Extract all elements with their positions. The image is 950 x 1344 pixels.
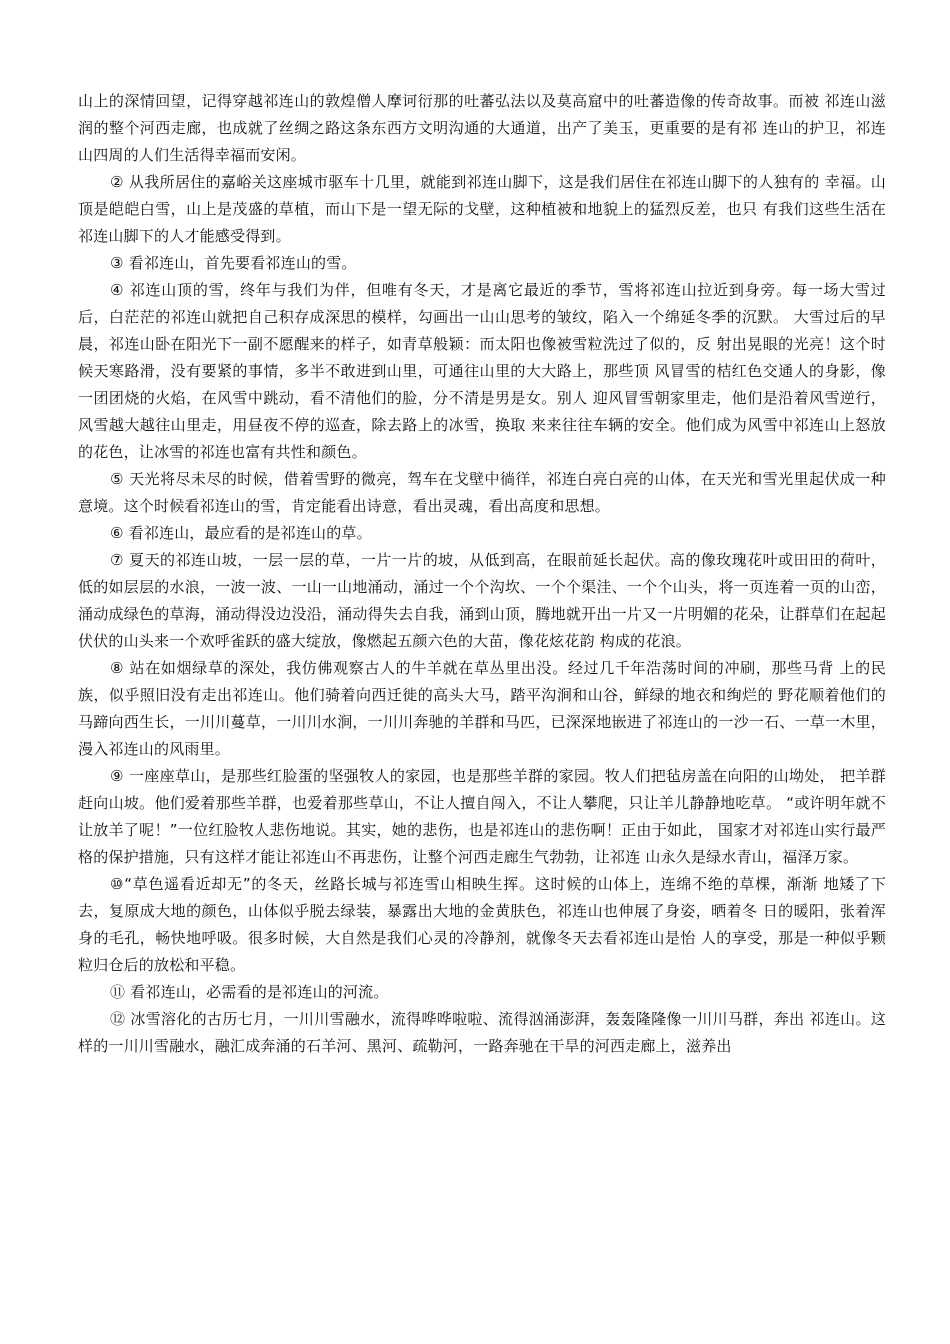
paragraph-5: ⑤ 天光将尽未尽的时候，借着雪野的微亮，驾车在戈壁中徜徉，祁连白亮白亮的山体，在天光和雪光里起伏成一种意境。这个时候看祁连山的雪，肯定能看出诗意，看出灵魂，看出高度和思想。 <box>78 470 886 515</box>
paragraph-2: ② 从我所居住的嘉峪关这座城市驱车十几里，就能到祁连山脚下，这是我们居住在祁连山脚下的人独有的 幸福。山顶是皑皑白雪，山上是茂盛的草植，而山下是一望无际的戈壁，这种植被和地貌上的猛烈反差，也只 有我们这些生活在祁连山脚下的人才能感受得到。 <box>78 173 886 245</box>
paragraph-4: ④ 祁连山顶的雪，终年与我们为伴，但唯有冬天，才是离它最近的季节，雪将祁连山拉近到身旁。每一场大雪过后，白茫茫的祁连山就把自己积存成深思的模样，勾画出一山山思考的皱纹，陷入一个绵延冬季的沉默。 大雪过后的早晨，祁连山卧在阳光下一副不愿醒来的样子，如青草般颖：而太阳也像被雪粒洗过了似的，反 射出晃眼的光亮！这个时候天寒路滑，没有要紧的事情，多半不敢进到山里，可通往山里的大大路上，那些顶 风冒雪的桔红色交通人的身影，像一团团烧的火焰，在风雪中跳动，看不清他们的脸，分不清是男是女。别人 迎风冒雪朝家里走，他们是沿着风雪逆行，风雪越大越往山里走，用昼夜不停的巡查，除去路上的冰雪，换取 来来往往车辆的安全。他们成为风雪中祁连山上怒放的花色，让冰雪的祁连也富有共性和颜色。 <box>78 281 886 461</box>
paragraph-3: ③ 看祁连山，首先要看祁连山的雪。 <box>110 254 357 272</box>
paragraph-8: ⑧ 站在如烟绿草的深处，我仿佛观察古人的牛羊就在草丛里出没。经过几千年浩荡时间的冲刷，那些马背 上的民族，似乎照旧没有走出祁连山。他们骑着向西迁徙的高头大马，踏平沟涧和山谷，鲜绿的地衣和绚烂的 野花顺着他们的马蹄向西生长，一川川蔓草，一川川水涧，一川川奔驰的羊群和马匹，已深深地嵌进了祁连山的一沙一石、一草一木里，漫入祁连山的风雨里。 <box>78 659 886 758</box>
paragraph-6: ⑥ 看祁连山，最应看的是祁连山的草。 <box>110 524 372 542</box>
paragraph-continuation: 山上的深情回望，记得穿越祁连山的敦煌僧人摩诃衍那的吐蕃弘法以及莫高窟中的吐蕃造像的传奇故事。而被 祁连山滋润的整个河西走廊，也成就了丝绸之路这条东西方文明沟通的大通道，出产了美玉，更重要的是有祁 连山的护卫，祁连山四周的人们生活得幸福而安闲。 <box>78 92 886 164</box>
document-page <box>78 88 886 1060</box>
paragraph-12: ⑫ 冰雪溶化的古历七月，一川川雪融水，流得哗哗啦啦、流得汹涌澎湃，轰轰隆隆像一川川马群，奔出 祁连山。这样的一川川雪融水，融汇成奔涌的石羊河、黑河、疏勒河，一路奔驰在干旱的河西走廊上，滋养出 <box>78 1010 886 1055</box>
paragraph-7: ⑦ 夏天的祁连山坡，一层一层的草，一片一片的坡，从低到高，在眼前延长起伏。高的像玫瑰花叶或田田的荷叶，低的如层层的水浪，一波一波、一山一山地涌动，涌过一个个沟坎、一个个渠洼、一个个山头，将一页连着一页的山峦，涌动成绿色的草海，涌动得没边没沿，涌动得失去自我，涌到山顶，腾地就开出一片又一片明媚的花朵，让群草们在起起伏伏的山头来一个欢呼雀跃的盛大绽放，像燃起五颜六色的大苗，像花炫花韵 构成的花浪。 <box>78 551 886 650</box>
paragraph-9: ⑨ 一座座草山，是那些红脸蛋的坚强牧人的家园，也是那些羊群的家园。牧人们把毡房盖在向阳的山坳处， 把羊群赶向山坡。他们爱着那些羊群，也爱着那些草山，不让人擅自闯入，不让人攀爬，只让羊儿静静地吃草。 “或许明年就不让放羊了呢！”一位红脸牧人悲伤地说。其实，她的悲伤，也是祁连山的悲伤啊！正由于如此， 国家才对祁连山实行最严格的保护措施，只有这样才能让祁连山不再悲伤，让整个河西走廊生气勃勃，让祁连 山永久是绿水青山，福泽万家。 <box>78 767 886 866</box>
paragraph-10: ⑩“草色遥看近却无”的冬天，丝路长城与祁连雪山相映生挥。这时候的山体上，连绵不绝的草棵，渐渐 地矮了下去，复原成大地的颜色，山体似乎脱去绿装，暴露出大地的金黄肤色，祁连山也伸展了身姿，晒着冬 日的暖阳，张着浑身的毛孔，畅快地呼吸。很多时候，大自然是我们心灵的冷静剂，就像冬天去看祁连山是怡 人的享受，那是一种似乎颗粒归仓后的放松和平稳。 <box>78 875 886 974</box>
paragraph-11: ⑪ 看祁连山，必需看的是祁连山的河流。 <box>110 983 389 1001</box>
